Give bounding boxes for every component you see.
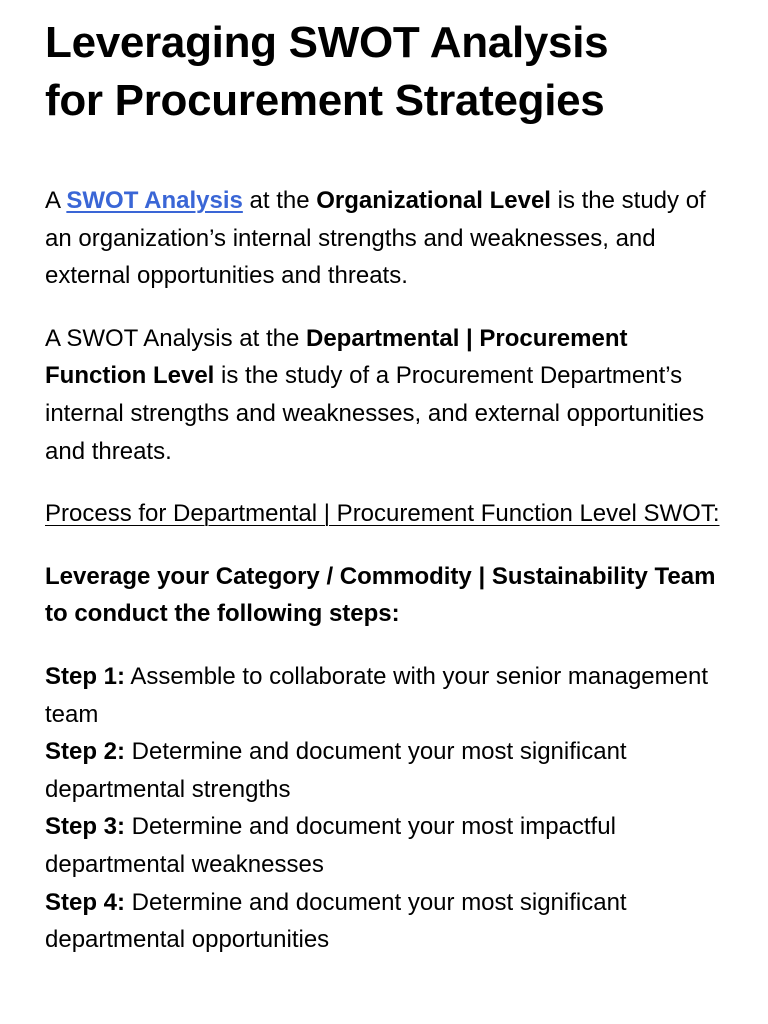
step-text: Assemble to collaborate with your senior management team	[45, 662, 708, 728]
steps-list	[45, 658, 735, 959]
title-line-1: Leveraging SWOT Analysis	[45, 18, 609, 67]
step-item	[45, 733, 735, 808]
leverage-team-heading: Leverage your Category / Commodity | Sustainability Team to conduct the following steps:	[45, 562, 716, 628]
process-heading: Process for Departmental | Procurement Function Level SWOT:	[45, 500, 720, 528]
departmental-swot-paragraph	[45, 320, 735, 470]
step-label: Step 1:	[45, 662, 126, 690]
swot-analysis-link[interactable]: SWOT Analysis	[66, 187, 243, 214]
para2-suffix: is the study of a Procurement Department’s internal strengths and weaknesses, and external opportunities and threats.	[45, 362, 705, 465]
departmental-level-bold: Departmental | Procurement Function Level	[45, 324, 628, 390]
step-label: Step 4:	[45, 888, 126, 916]
step-item	[45, 658, 735, 733]
article	[45, 14, 735, 959]
step-label: Step 2:	[45, 738, 126, 766]
para1-suffix: is the study of an organization’s internal strengths and weaknesses, and external opportunities and threats.	[45, 187, 706, 290]
para1-middle: at the	[242, 187, 317, 214]
step-item	[45, 884, 735, 959]
title-line-2: for Procurement Strategies	[45, 76, 605, 125]
para1-prefix: A	[45, 187, 67, 214]
step-label: Step 3:	[45, 813, 126, 841]
step-text: Determine and document your most impactful departmental weaknesses	[45, 813, 616, 878]
step-item	[45, 808, 735, 883]
page-title	[45, 14, 735, 130]
organizational-level-bold: Organizational Level	[316, 187, 551, 214]
para2-prefix: A SWOT Analysis at the	[45, 324, 306, 352]
step-text: Determine and document your most significant departmental strengths	[45, 738, 627, 803]
step-text: Determine and document your most significant departmental opportunities	[45, 888, 627, 954]
organizational-swot-paragraph	[45, 182, 735, 295]
